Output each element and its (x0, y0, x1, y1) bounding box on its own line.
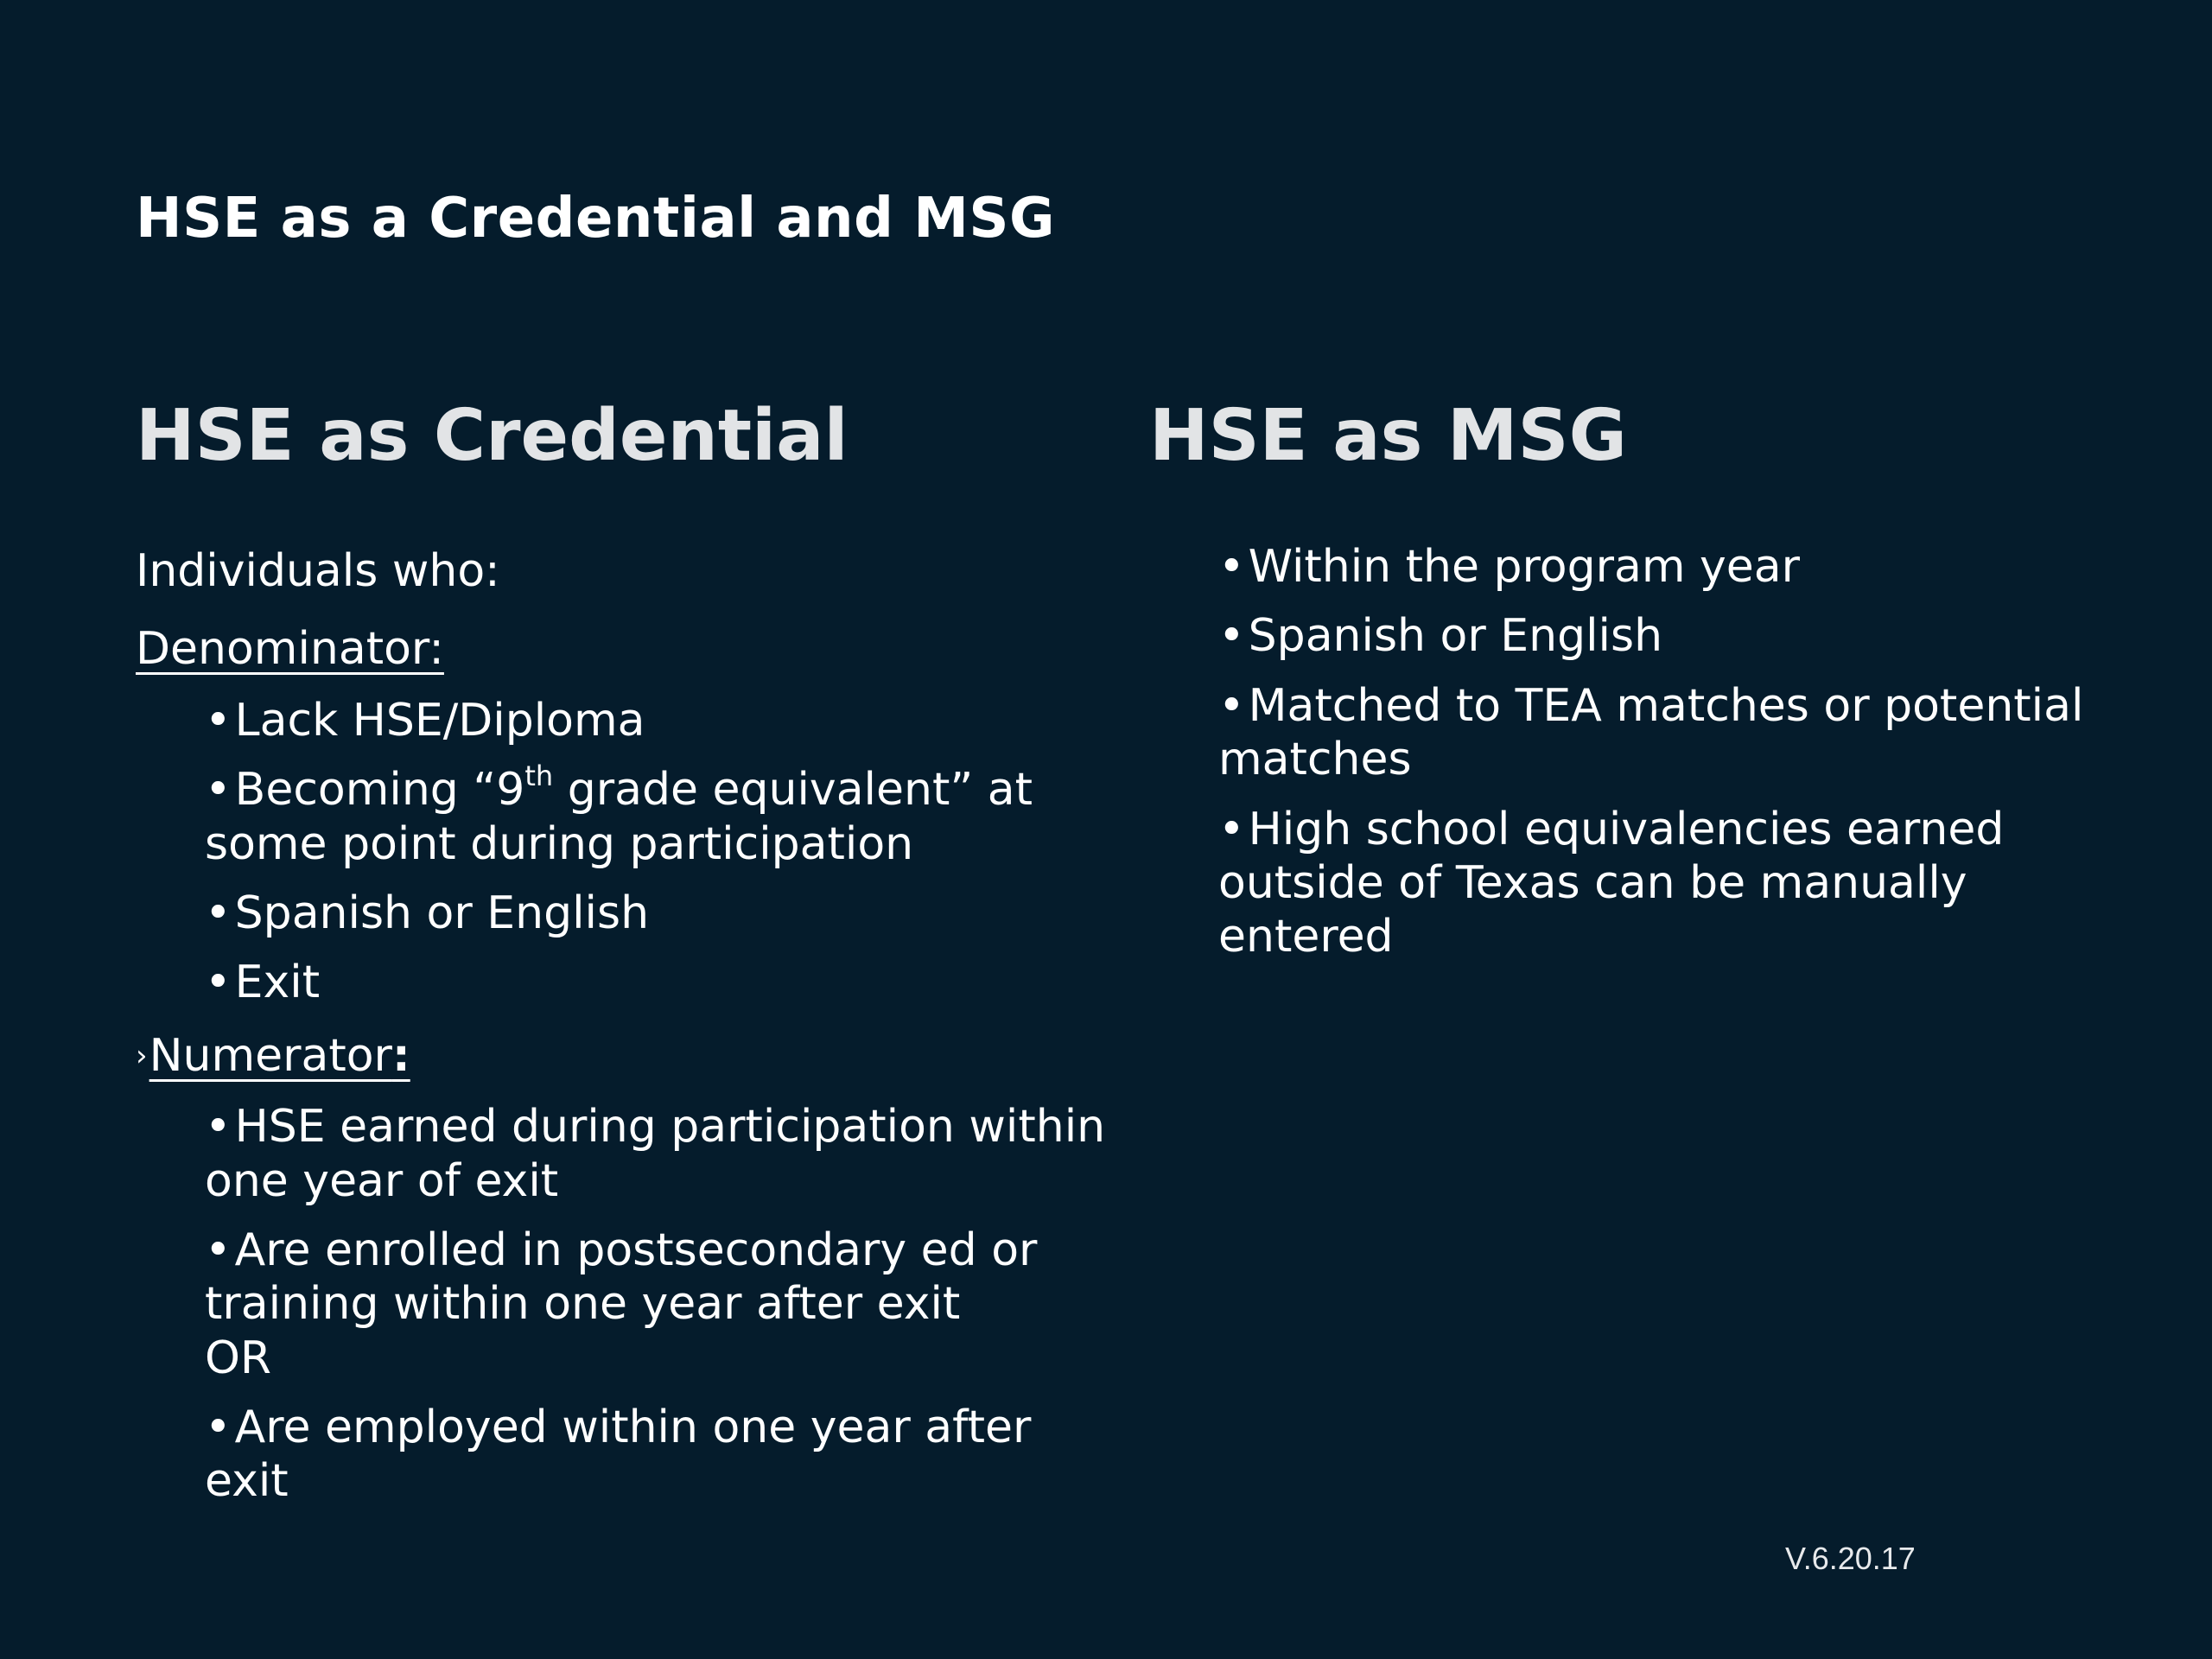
heading-hse-as-credential: HSE as Credential (136, 395, 849, 477)
bullet-icon: • (1218, 610, 1245, 663)
superscript: th (524, 760, 554, 793)
list-item: •Within the program year (1218, 541, 1801, 593)
bullet-icon: • (205, 887, 232, 939)
bullet-icon: • (1218, 679, 1245, 732)
list-item: •Lack HSE/Diploma (205, 694, 645, 747)
heading-hse-as-msg: HSE as MSG (1149, 395, 1627, 477)
list-item: •Spanish or English (1218, 610, 1663, 663)
list-item: •High school equivalencies earned outside of Texas can be manually entered (1218, 803, 2005, 963)
list-item: •Are enrolled in postsecondary ed or training within one year after exit OR (205, 1224, 1038, 1384)
list-item: •Becoming “9th grade equivalent” at some point during participation (205, 760, 1033, 870)
bullet-icon: • (205, 694, 232, 747)
bullet-icon: • (205, 1101, 232, 1154)
slide-title: HSE as a Credential and MSG (136, 187, 1055, 251)
bullet-icon: • (205, 957, 232, 1009)
bullet-icon: • (205, 764, 232, 817)
denominator-row (136, 622, 1121, 676)
bullet-icon: • (205, 1402, 232, 1454)
chevron-right-icon: › (136, 1038, 148, 1073)
denominator-label: Denominator: (136, 623, 444, 676)
msg-list (1218, 540, 2134, 964)
right-column (1218, 540, 2134, 983)
list-item: •Spanish or English (205, 887, 650, 939)
left-column (136, 544, 1121, 1528)
list-item: •Matched to TEA matches or potential matches (1218, 679, 2084, 786)
list-item: •Exit (205, 957, 321, 1009)
numerator-row (136, 1029, 1121, 1083)
list-item: •Are employed within one year after exit (205, 1402, 1032, 1508)
bullet-icon: • (1218, 541, 1245, 593)
bullet-icon: • (1218, 803, 1245, 855)
numerator-list (136, 1100, 1121, 1509)
or-text: OR (205, 1332, 272, 1384)
intro-text: Individuals who: (136, 545, 500, 597)
numerator-label: Numerator: (149, 1029, 410, 1082)
bullet-icon: • (205, 1224, 232, 1276)
denominator-list (136, 694, 1121, 1010)
version-label: V.6.20.17 (1785, 1541, 1916, 1576)
list-item: •HSE earned during participation within one year of exit (205, 1101, 1106, 1207)
